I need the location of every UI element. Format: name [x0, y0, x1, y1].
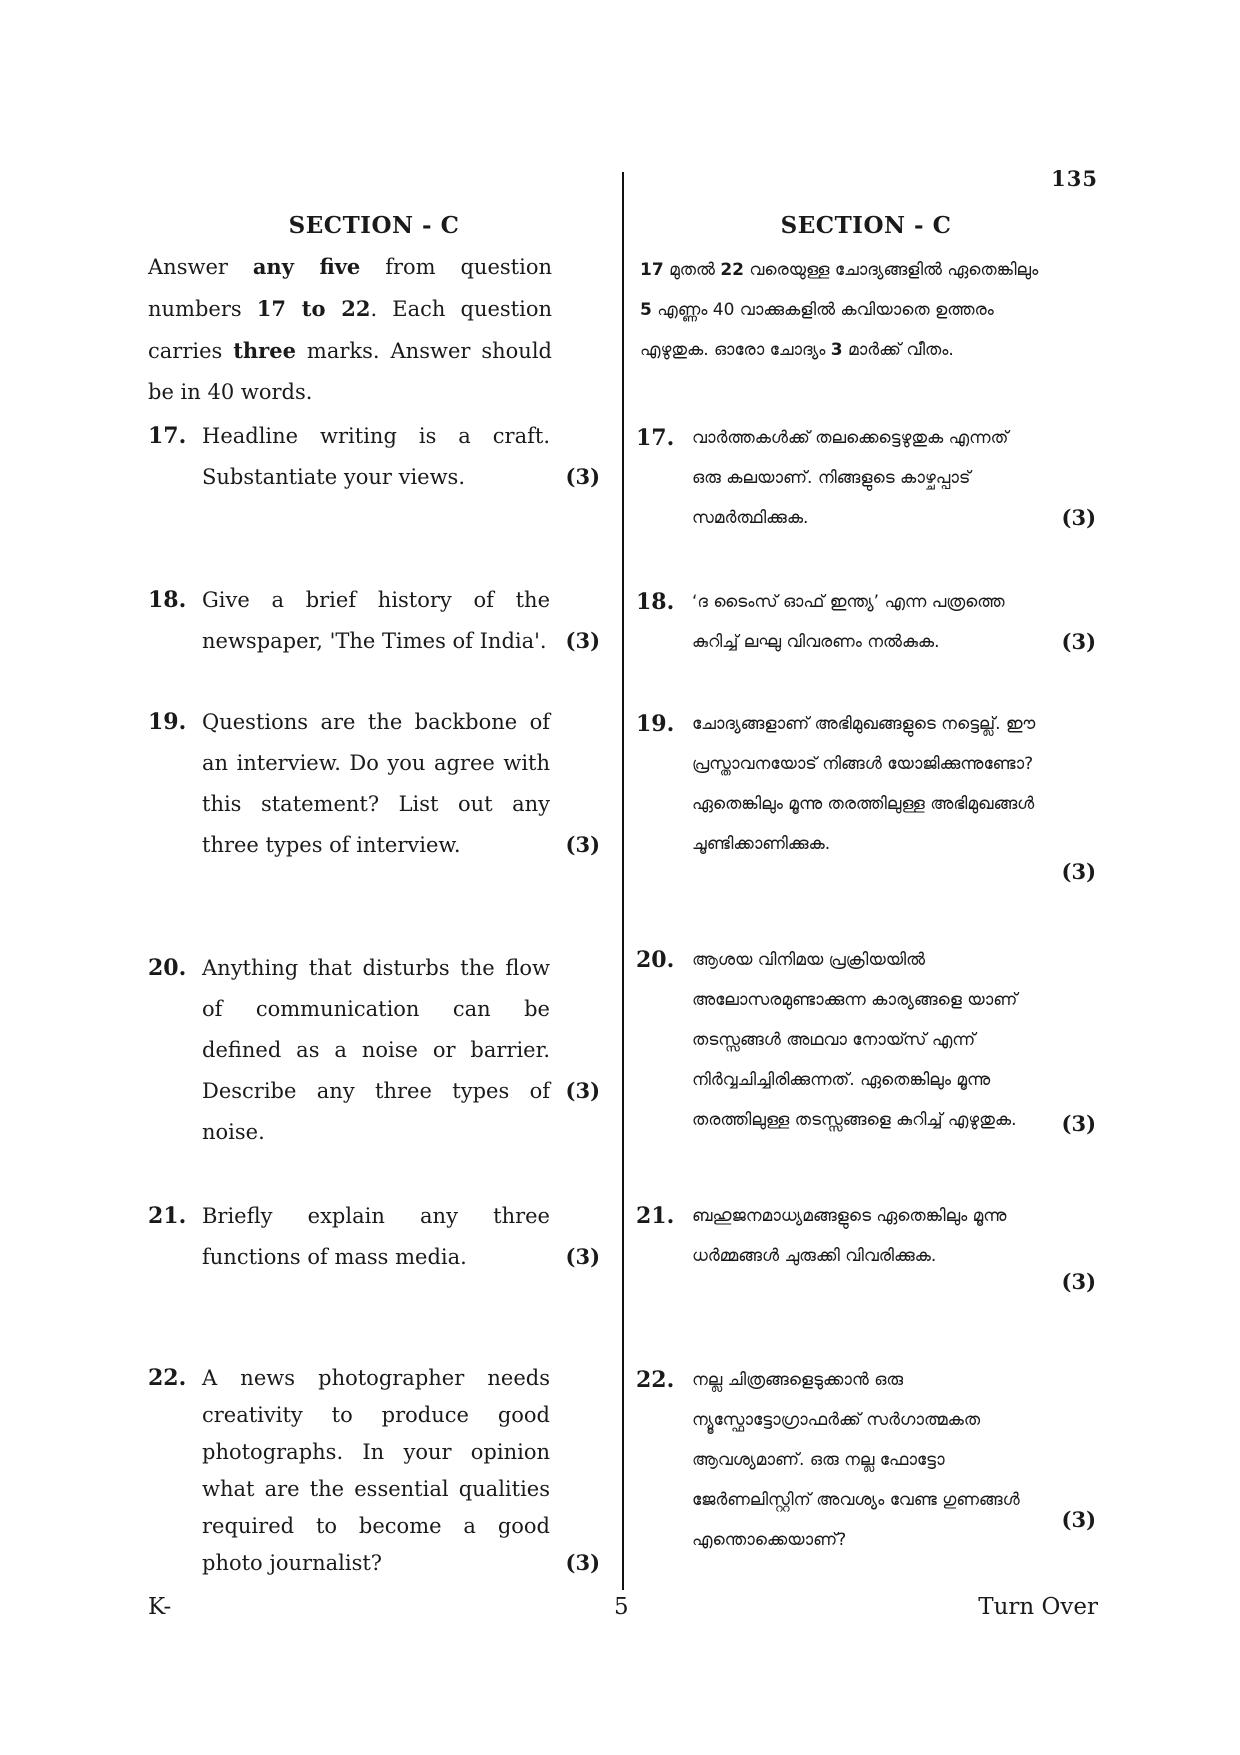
question-text: Questions are the backbone of an interview. Do you agree with this statement? List out any three types of interview.: [202, 710, 550, 857]
question-number: 22.: [148, 1365, 187, 1391]
question-number: 18.: [636, 589, 675, 615]
footer-code: K-: [148, 1594, 172, 1620]
question-number: 20.: [636, 947, 675, 973]
marks: (3): [565, 1078, 600, 1103]
instructions-en: Answer any five from question numbers 17 to 22. Each question carries three marks. Answer should be in 40 words.: [148, 254, 552, 404]
question-17-ml: [636, 418, 1096, 538]
question-19-en: [148, 702, 600, 866]
question-21-en: [148, 1196, 600, 1278]
question-text: Give a brief history of the newspaper, 'The Times of India'.: [202, 588, 550, 653]
marks: (3): [1061, 1269, 1096, 1294]
question-22-en: [148, 1360, 600, 1582]
question-text: വാർത്തകൾക്ക് തലക്കെട്ടെഴുതുക എന്നത് ഒരു കലയാണ്. നിങ്ങളുടെ കാഴ്ചപ്പാട് സമർത്ഥിക്കുക.: [692, 428, 1009, 528]
section-title-en: SECTION - C: [288, 212, 460, 239]
marks: (3): [565, 1244, 600, 1269]
question-20-ml: [636, 940, 1096, 1140]
marks: (3): [1061, 1111, 1096, 1136]
question-18-en: [148, 580, 600, 662]
question-number: 20.: [148, 955, 187, 981]
question-number: 18.: [148, 587, 187, 613]
column-divider: [622, 172, 624, 1590]
marks: (3): [565, 464, 600, 489]
question-number: 19.: [636, 711, 675, 737]
marks: (3): [565, 628, 600, 653]
question-text: ചോദ്യങ്ങളാണ് അഭിമുഖങ്ങളുടെ നട്ടെല്ല്. ഈ പ്രസ്താവനയോട് നിങ്ങൾ യോജിക്കുന്നുണ്ടോ? ഏതെങ്കിലും മൂന്നു തരത്തിലുള്ള അഭിമുഖങ്ങൾ ചൂണ്ടിക്കാണിക്കുക.: [692, 714, 1036, 854]
marks: (3): [1061, 505, 1096, 530]
question-text: Briefly explain any three functions of mass media.: [202, 1204, 550, 1269]
question-number: 17.: [636, 425, 675, 451]
question-text: ‘ദ ടൈംസ് ഓഫ് ഇന്ത്യ’ എന്ന പത്രത്തെ കുറിച്ച് ലഘു വിവരണം നൽകുക.: [692, 592, 1005, 652]
question-number: 21.: [636, 1203, 675, 1229]
question-number: 21.: [148, 1203, 187, 1229]
section-title-ml: SECTION - C: [780, 212, 952, 239]
page-number: 5: [614, 1594, 629, 1620]
turn-over-label: Turn Over: [978, 1594, 1098, 1620]
question-17-en: [148, 416, 600, 498]
question-number: 22.: [636, 1367, 675, 1393]
marks: (3): [1061, 1507, 1096, 1532]
question-text: Anything that disturbs the flow of communication can be defined as a noise or barrier. Describe any three types of noise.: [202, 956, 550, 1144]
question-text: ആശയ വിനിമയ പ്രക്രിയയിൽ അലോസരമുണ്ടാക്കുന്ന കാര്യങ്ങളെ യാണ് തടസ്സങ്ങൾ അഥവാ നോയ്സ് എന്ന് നിർവ്വചിച്ചിരിക്കുന്നത്. ഏതെങ്കിലും മൂന്നു തരത്തിലുള്ള തടസ്സങ്ങളെ കുറിച്ച് എഴുതുക.: [692, 950, 1018, 1130]
marks: (3): [565, 1550, 600, 1575]
question-22-ml: [636, 1360, 1096, 1560]
question-number: 17.: [148, 423, 187, 449]
question-20-en: [148, 948, 600, 1153]
question-21-ml: [636, 1196, 1096, 1294]
marks: (3): [1061, 859, 1096, 884]
question-text: A news photographer needs creativity to produce good photographs. In your opinion what are the essential qualities required to become a good photo journalist?: [202, 1366, 550, 1575]
marks: (3): [1061, 629, 1096, 654]
question-text: നല്ല ചിത്രങ്ങളെടുക്കാൻ ഒരു ന്യൂസ്ഫോട്ടോഗ്രാഫർക്ക് സർഗാത്മകത ആവശ്യമാണ്. ഒരു നല്ല ഫോട്ടോ ജേർണലിസ്റ്റിന് അവശ്യം വേണ്ട ഗുണങ്ങൾ എന്തൊക്കെയാണ്?: [692, 1370, 1020, 1550]
question-number: 19.: [148, 709, 187, 735]
question-19-ml: [636, 704, 1096, 884]
marks: (3): [565, 832, 600, 857]
instructions-ml: 17 മുതൽ 22 വരെയുള്ള ചോദ്യങ്ങളിൽ ഏതെങ്കിലും 5 എണ്ണം 40 വാക്കുകളിൽ കവിയാതെ ഉത്തരം എഴുതുക. ഓരോ ചോദ്യം 3 മാർക്ക് വീതം.: [640, 260, 1039, 360]
question-text: Headline writing is a craft. Substantiate your views.: [202, 424, 550, 489]
page-code: 135: [1051, 166, 1098, 191]
question-text: ബഹുജനമാധ്യമങ്ങളുടെ ഏതെങ്കിലും മൂന്നു ധർമ്മങ്ങൾ ചുരുക്കി വിവരിക്കുക.: [692, 1206, 1007, 1266]
question-18-ml: [636, 582, 1096, 662]
